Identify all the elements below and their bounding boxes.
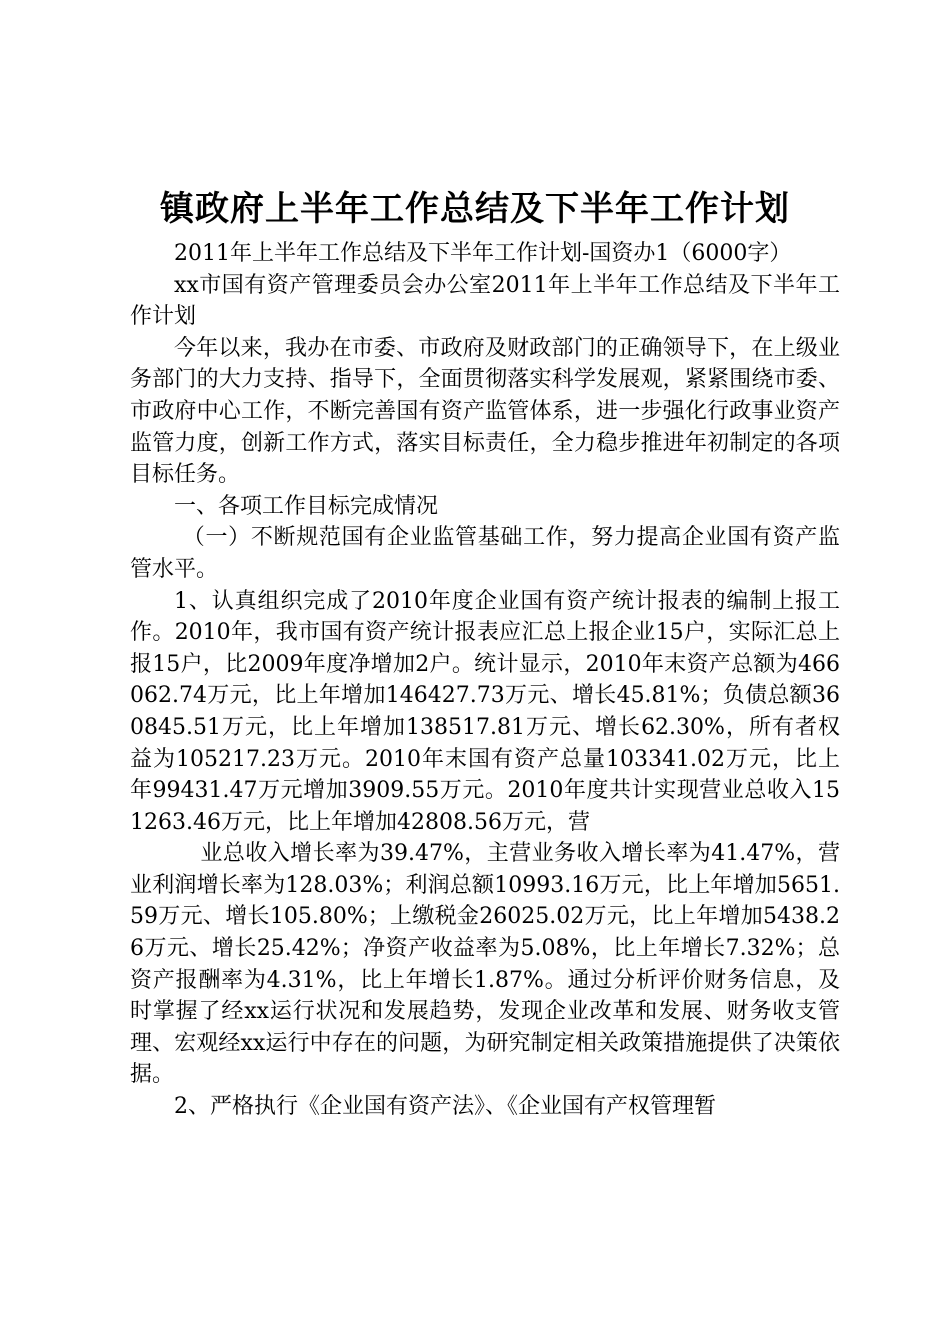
section-heading: 一、各项工作目标完成情况 bbox=[174, 493, 439, 519]
paragraph-item-1-continued: 业总收入增长率为39.47%，主营业务收入增长率为41.47%，营业利润增长率为128.03%；利润总额10993.16万元，比上年增加5651.59万元、增长105.80%；上缴税金26025.02万元，比上年增加5438.26万元、增长25.42%；净资产收益率为5.08%，比上年增长7.32%；总资产报酬率为4.31%，比上年增长1.87%。通过分析评价财务信息，及时掌握了经xx运行状况和发展趋势，发现企业改革和发展、财务收支管理、宏观经xx运行中存在的问题，为研究制定相关政策措施提供了决策依据。 bbox=[130, 841, 840, 1088]
paragraph-intro: 今年以来，我办在市委、市政府及财政部门的正确领导下，在上级业务部门的大力支持、指导下，全面贯彻落实科学发展观，紧紧围绕市委、市政府中心工作，不断完善国有资产监管体系，进一步强化行政事业资产监管力度，创新工作方式，落实目标责任，全力稳步推进年初制定的各项目标任务。 bbox=[130, 335, 840, 488]
subsection-heading: （一）不断规范国有企业监管基础工作，努力提高企业国有资产监管水平。 bbox=[130, 525, 840, 582]
paragraph-item-2: 2、严格执行《企业国有资产法》、《企业国有产权管理暂 bbox=[174, 1094, 716, 1120]
paragraph-heading: xx市国有资产管理委员会办公室2011年上半年工作总结及下半年工作计划 bbox=[130, 272, 840, 330]
paragraph-item-1: 1、认真组织完成了2010年度企业国有资产统计报表的编制上报工作。2010年，我市国有资产统计报表应汇总上报企业15户，实际汇总上报15户，比2009年度净增加2户。统计显示，2010年末资产总额为466062.74万元，比上年增加146427.73万元、增长45.81%；负债总额360845.51万元，比上年增加138517.81万元、增长62.30%，所有者权益为105217.23万元。2010年末国有资产总量103341.02万元，比上年99431.47万元增加3909.55万元。2010年度共计实现营业总收入151263.46万元，比上年增加42808.56万元，营 bbox=[130, 588, 840, 835]
document-title: 镇政府上半年工作总结及下半年工作计划 bbox=[160, 189, 790, 229]
paragraph-subtitle: 2011年上半年工作总结及下半年工作计划-国资办1（6000字） bbox=[174, 241, 792, 266]
